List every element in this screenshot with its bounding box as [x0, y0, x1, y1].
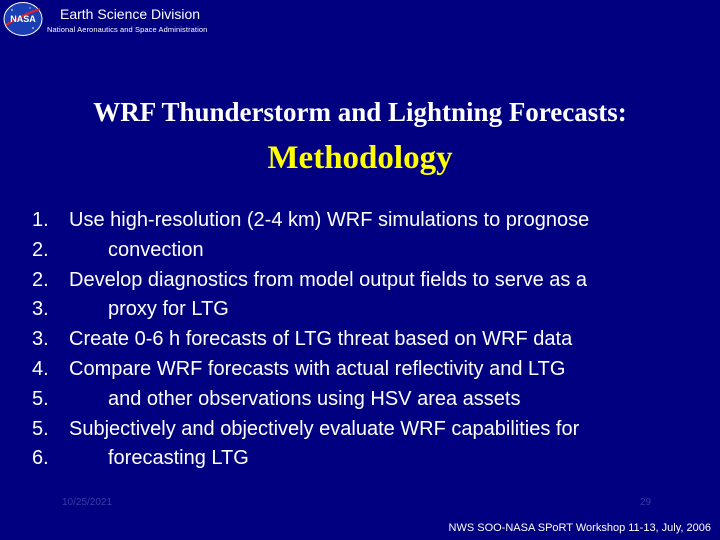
- list-item: [32, 295, 712, 325]
- list-item: [32, 385, 712, 415]
- list-item-number: 6.: [32, 447, 49, 470]
- list-item-text: Create 0-6 h forecasts of LTG threat based on WRF data: [69, 328, 573, 351]
- slide-title: WRF Thunderstorm and Lightning Forecasts:: [93, 97, 627, 127]
- list-item-number: 1.: [32, 209, 49, 231]
- list-item-text: Subjectively and objectively evaluate WRF capabilities for: [69, 417, 580, 440]
- page-number: 29: [640, 497, 652, 508]
- list-item: [32, 444, 712, 474]
- list-item-number: 5.: [32, 387, 49, 410]
- footer-date: 10/25/2021: [62, 497, 113, 508]
- nasa-logo: [2, 1, 44, 37]
- list-item-number: 3.: [32, 298, 49, 321]
- list-item-text: proxy for LTG: [108, 298, 229, 321]
- list-item: [32, 266, 712, 296]
- list-item-number: 5.: [32, 417, 49, 440]
- list-item-text: Use high-resolution (2-4 km) WRF simulations to prognose: [69, 209, 590, 231]
- list-item-text: forecasting LTG: [108, 447, 249, 470]
- division-name: Earth Science Division: [60, 6, 201, 22]
- agency-name: National Aeronautics and Space Administration: [47, 25, 208, 34]
- list-item-text: Develop diagnostics from model output fields to serve as a: [69, 268, 588, 291]
- list-item: [32, 236, 712, 266]
- methodology-list: [32, 206, 712, 474]
- list-item-text: convection: [108, 238, 204, 261]
- list-item: [32, 325, 712, 355]
- list-item-number: 2.: [32, 238, 49, 261]
- list-item-number: 2.: [32, 268, 49, 291]
- list-item-number: 4.: [32, 357, 49, 380]
- list-item-number: 3.: [32, 328, 49, 351]
- list-item: [32, 415, 712, 445]
- list-item-text: and other observations using HSV area assets: [108, 387, 521, 410]
- slide-subtitle: Methodology: [267, 140, 453, 176]
- list-item-text: Compare WRF forecasts with actual reflectivity and LTG: [69, 357, 566, 380]
- footer-event: NWS SOO-NASA SPoRT Workshop 11-13, July, 2006: [448, 522, 711, 534]
- list-item: [32, 206, 712, 236]
- logo-text: NASA: [10, 14, 36, 24]
- list-item: [32, 355, 712, 385]
